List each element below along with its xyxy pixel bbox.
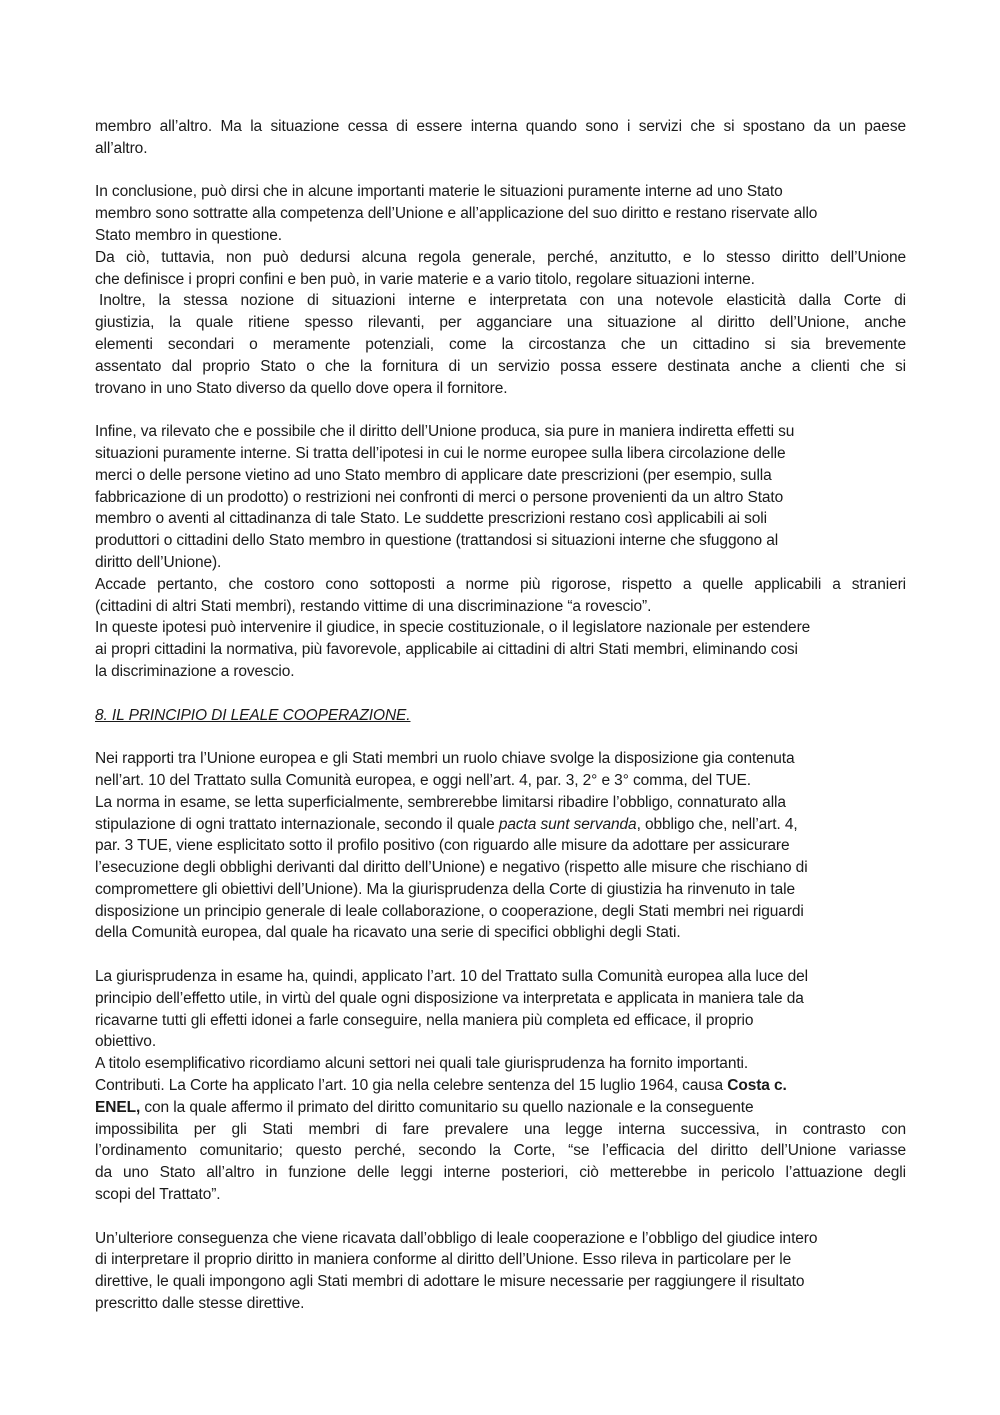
text-line: produttori o cittadini dello Stato membro in questione (trattandosi si situazioni interne che sfuggono al (95, 532, 779, 550)
text-line: diritto dell’Unione). (95, 553, 222, 571)
text-line: che definisce i propri confini e ben può, in varie materie e a vario titolo, regolare situazioni interne. (95, 270, 755, 288)
text-line: elementi secondari o meramente potenziali, come la circostanza che un cittadino si sia brevemente (95, 335, 906, 353)
text-line: Infine, va rilevato che e possibile che il diritto dell’Unione produca, sia pure in maniera indiretta effetti su (95, 423, 795, 441)
text-line: scopi del Trattato”. (95, 1186, 221, 1204)
text-line: giustizia, la quale ritiene spesso rilevanti, per agganciare una situazione al diritto dell’Unione, anche (95, 314, 906, 332)
text-line (95, 814, 906, 836)
text-run: Contributi. La Corte ha applicato l’art. 10 gia nella celebre sentenza del 15 luglio 1964, causa (95, 1077, 728, 1095)
text-line: compromettere gli obiettivi dell’Unione). Ma la giurisprudenza della Corte di giustizia ha rinvenuto in tale (95, 880, 795, 898)
text-line: prescritto dalle stesse direttive. (95, 1295, 305, 1313)
text-line: ai propri cittadini la normativa, più favorevole, applicabile ai cittadini di altri Stati membri, eliminando cosi (95, 641, 798, 659)
text-line: par. 3 TUE, viene esplicitato sotto il profilo positivo (con riguardo alle misure da adottare per assicurare (95, 837, 790, 855)
text-line: Nei rapporti tra l’Unione europea e gli Stati membri un ruolo chiave svolge la disposizione gia contenuta (95, 750, 795, 768)
text-line: l’ordinamento comunitario; questo perché, secondo la Corte, “se l’efficacia del diritto dell’Unione variasse (95, 1142, 906, 1160)
text-line: In conclusione, può dirsi che in alcune importanti materie le situazioni puramente interne ad uno Stato (95, 183, 783, 201)
text-line (95, 1097, 906, 1119)
paragraph-loyal-cooperation (95, 748, 906, 944)
text-line: (cittadini di altri Stati membri), restando vittime di una discriminazione “a rovescio”. (95, 597, 652, 615)
text-line: nell’art. 10 del Trattato sulla Comunità europea, e oggi nell’art. 4, par. 3, 2° e 3° comma, del TUE. (95, 771, 751, 789)
text-line: disposizione un principio generale di leale collaborazione, o cooperazione, degli Stati membri nei riguardi (95, 902, 804, 920)
text-line: obiettivo. (95, 1033, 157, 1051)
text-line: La giurisprudenza in esame ha, quindi, applicato l’art. 10 del Trattato sulla Comunità europea alla luce del (95, 968, 808, 986)
text-line: membro o aventi al cittadinanza di tale Stato. Le suddette prescrizioni restano così applicabili ai soli (95, 510, 767, 528)
page-body (95, 116, 906, 1315)
paragraph-conclusion (95, 181, 906, 399)
text-line: principio dell’effetto utile, in virtù del quale ogni disposizione va interpretata e applicata in maniera tale da (95, 989, 804, 1007)
paragraph-consistent-interpretation (95, 1228, 906, 1315)
text-line: impossibilita per gli Stati membri di fare prevalere una legge interna successiva, in contrasto con (95, 1120, 906, 1138)
text-line: merci o delle persone vietino ad uno Stato membro di applicare date prescrizioni (per esempio, sulla (95, 466, 772, 484)
text-line: all’altro. (95, 139, 148, 157)
paragraph-reverse-discrimination (95, 421, 906, 683)
text-line: A titolo esemplificativo ricordiamo alcuni settori nei quali tale giurisprudenza ha fornito importanti. (95, 1055, 749, 1073)
text-line: fabbricazione di un prodotto) o restrizioni nei confronti di merci o persone provenienti da un altro Stato (95, 488, 784, 506)
case-name: Costa c. (727, 1077, 787, 1095)
text-line (95, 1075, 906, 1097)
text-line: trovano in uno Stato diverso da quello dove opera il fornitore. (95, 379, 508, 397)
text-line: membro all’altro. Ma la situazione cessa di essere interna quando sono i servizi che si spostano da un paese (95, 118, 906, 135)
text-line: la discriminazione a rovescio. (95, 662, 295, 680)
text-line: Stato membro in questione. (95, 226, 282, 244)
paragraph-services (95, 116, 906, 160)
text-line: direttive, le quali impongono agli Stati membri di adottare le misure necessarie per raggiungere il risultato (95, 1273, 805, 1291)
text-line: ricavarne tutti gli effetti idonei a farle conseguire, nella maniera più completa ed efficace, il proprio (95, 1011, 754, 1029)
text-line: Inoltre, la stessa nozione di situazioni interne e interpretata con una notevole elasticità dalla Corte di (99, 292, 906, 310)
text-run: stipulazione di ogni trattato internazionale, secondo il quale (95, 815, 499, 833)
text-line: Da ciò, tuttavia, non può dedursi alcuna regola generale, perché, anzitutto, e lo stesso diritto dell’Unione (95, 248, 906, 266)
paragraph-useful-effect (95, 966, 906, 1206)
text-line: Accade pertanto, che costoro cono sottoposti a norme più rigorose, rispetto a quelle applicabili a stranieri (95, 575, 906, 593)
text-line: membro sono sottratte alla competenza dell’Unione e all’applicazione del suo diritto e restano riservate allo (95, 205, 818, 223)
text-line: La norma in esame, se letta superficialmente, sembrerebbe limitarsi ribadire l’obbligo, connaturato alla (95, 793, 786, 811)
text-line: l’esecuzione degli obblighi derivanti dal diritto dell’Unione) e negativo (rispetto alle misure che rischiano di (95, 859, 808, 877)
text-run: con la quale affermo il primato del diritto comunitario su quello nazionale e la conseguente (140, 1098, 754, 1116)
text-line: da uno Stato all’altro in funzione delle leggi interne posteriori, ciò metterebbe in pericolo l’attuazione degli (95, 1164, 906, 1182)
text-line: della Comunità europea, dal quale ha ricavato una serie di specifici obblighi degli Stati. (95, 924, 681, 942)
latin-phrase: pacta sunt servanda (498, 815, 637, 833)
section-heading: 8. IL PRINCIPIO DI LEALE COOPERAZIONE. (95, 706, 411, 724)
text-run: , obbligo che, nell’art. 4, (636, 815, 798, 833)
case-name: ENEL, (95, 1098, 141, 1116)
text-line: situazioni puramente interne. Si tratta dell’ipotesi in cui le norme europee sulla libera circolazione delle (95, 444, 786, 462)
text-line: In queste ipotesi può intervenire il giudice, in specie costituzionale, o il legislatore nazionale per estendere (95, 619, 811, 637)
text-line: di interpretare il proprio diritto in maniera conforme al diritto dell’Unione. Esso rileva in particolare per le (95, 1251, 792, 1269)
text-line: Un’ulteriore conseguenza che viene ricavata dall’obbligo di leale cooperazione e l’obbligo del giudice intero (95, 1229, 818, 1247)
text-line: assentato dal proprio Stato o che la fornitura di un servizio possa essere destinata anche a clienti che si (95, 357, 906, 375)
